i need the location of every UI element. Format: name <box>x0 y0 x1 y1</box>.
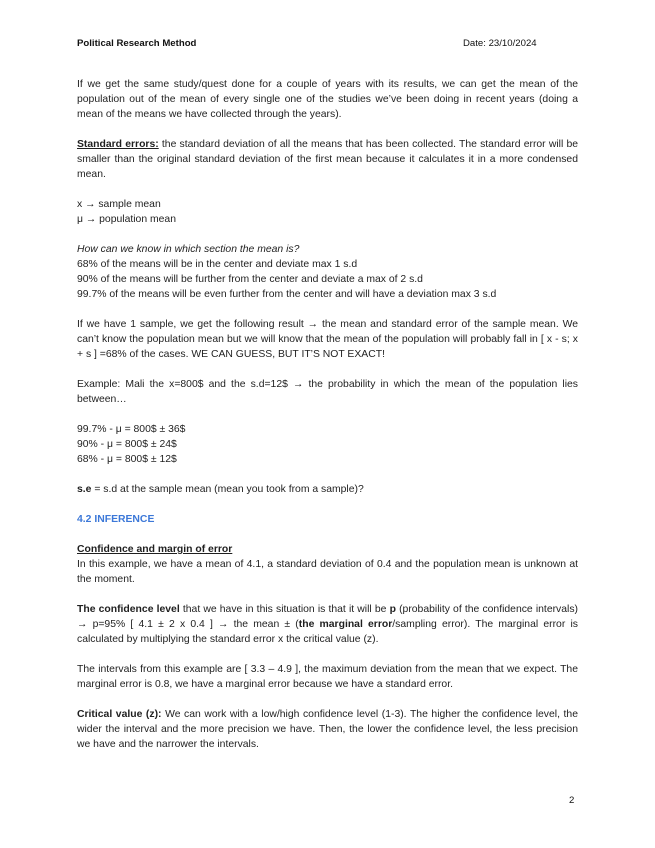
example-paragraph: Example: Mali the x=800$ and the s.d=12$ → the probability in which the mean of the population lies between… <box>77 379 578 405</box>
se-text: = s.d at the sample mean (mean you took from a sample)? <box>91 484 364 495</box>
example-line: 90% - μ = 800$ ± 24$ <box>77 439 177 450</box>
section-heading: 4.2 INFERENCE <box>77 514 155 525</box>
critical-value-text: We can work with a low/high confidence level (1-3). The higher the confidence level, the wider the interval and the more precision we have. Then, the lower the confidence level, the less precision we have and the narrower the intervals. <box>77 709 578 750</box>
example-line: 99.7% - μ = 800$ ± 36$ <box>77 424 186 435</box>
page-header <box>77 38 577 52</box>
section-question-line: 68% of the means will be in the center and deviate max 1 s.d <box>77 259 358 270</box>
confidence-text: /sampling error). The marginal error is calculated by multiplying the standard error x the critical value (z). <box>77 619 578 645</box>
section-question: How can we know in which section the mean is? <box>77 244 300 255</box>
intro-paragraph: If we get the same study/quest done for a couple of years with its results, we can get the mean of the population out of the mean of every single one of the studies we’ve been doing in recent years (doing a mean of the means we have collected through the years). <box>77 79 578 120</box>
se-term: s.e <box>77 484 92 495</box>
standard-errors-term: Standard errors: <box>77 139 159 150</box>
section-question-line: 99.7% of the means will be even further from the center and will have a deviation max 3 s.d <box>77 289 497 300</box>
section-question-line: 90% of the means will be further from the center and deviate a max of 2 s.d <box>77 274 423 285</box>
standard-errors-text: the standard deviation of all the means that has been collected. The standard error will be smaller than the original standard deviation of the first mean because it calculates it in a more condensed mean. <box>77 139 578 180</box>
one-sample-paragraph: If we have 1 sample, we get the following result → the mean and standard error of the sample mean. We can’t know the population mean but we will know that the mean of the population will probably fall in [ x - s; x + s ] =68% of the cases. WE CAN GUESS, BUT IT’S NOT EXACT! <box>77 319 578 360</box>
confidence-p: p <box>389 604 396 615</box>
critical-value-term: Critical value (z): <box>77 709 162 720</box>
page-number: 2 <box>569 795 575 806</box>
intervals-paragraph: The intervals from this example are [ 3.3 – 4.9 ], the maximum deviation from the mean that we expect. The marginal error is 0.8, we have a marginal error because we have a standard error. <box>77 664 578 690</box>
inference-intro: In this example, we have a mean of 4.1, a standard deviation of 0.4 and the population mean is unknown at the moment. <box>77 559 578 585</box>
confidence-paragraph <box>77 602 578 647</box>
critical-value-paragraph <box>77 707 578 752</box>
marginal-error-term: the marginal error <box>298 619 393 630</box>
sub-heading: Confidence and margin of error <box>77 544 233 555</box>
confidence-term: The confidence level <box>77 604 180 615</box>
symbol-line: x → sample mean <box>77 199 161 210</box>
symbol-line: μ → population mean <box>77 214 176 225</box>
confidence-text: (probability of the confidence intervals) → p=95% [ 4.1 ± 2 x 0.4 ] → the mean ± ( <box>77 604 578 630</box>
document-title: Political Research Method <box>77 38 197 49</box>
confidence-text: that we have in this situation is that it will be <box>179 604 390 615</box>
standard-errors-paragraph <box>77 137 578 182</box>
se-definition <box>77 482 578 497</box>
document-body <box>77 77 578 752</box>
document-date: Date: 23/10/2024 <box>463 38 537 49</box>
example-line: 68% - μ = 800$ ± 12$ <box>77 454 177 465</box>
